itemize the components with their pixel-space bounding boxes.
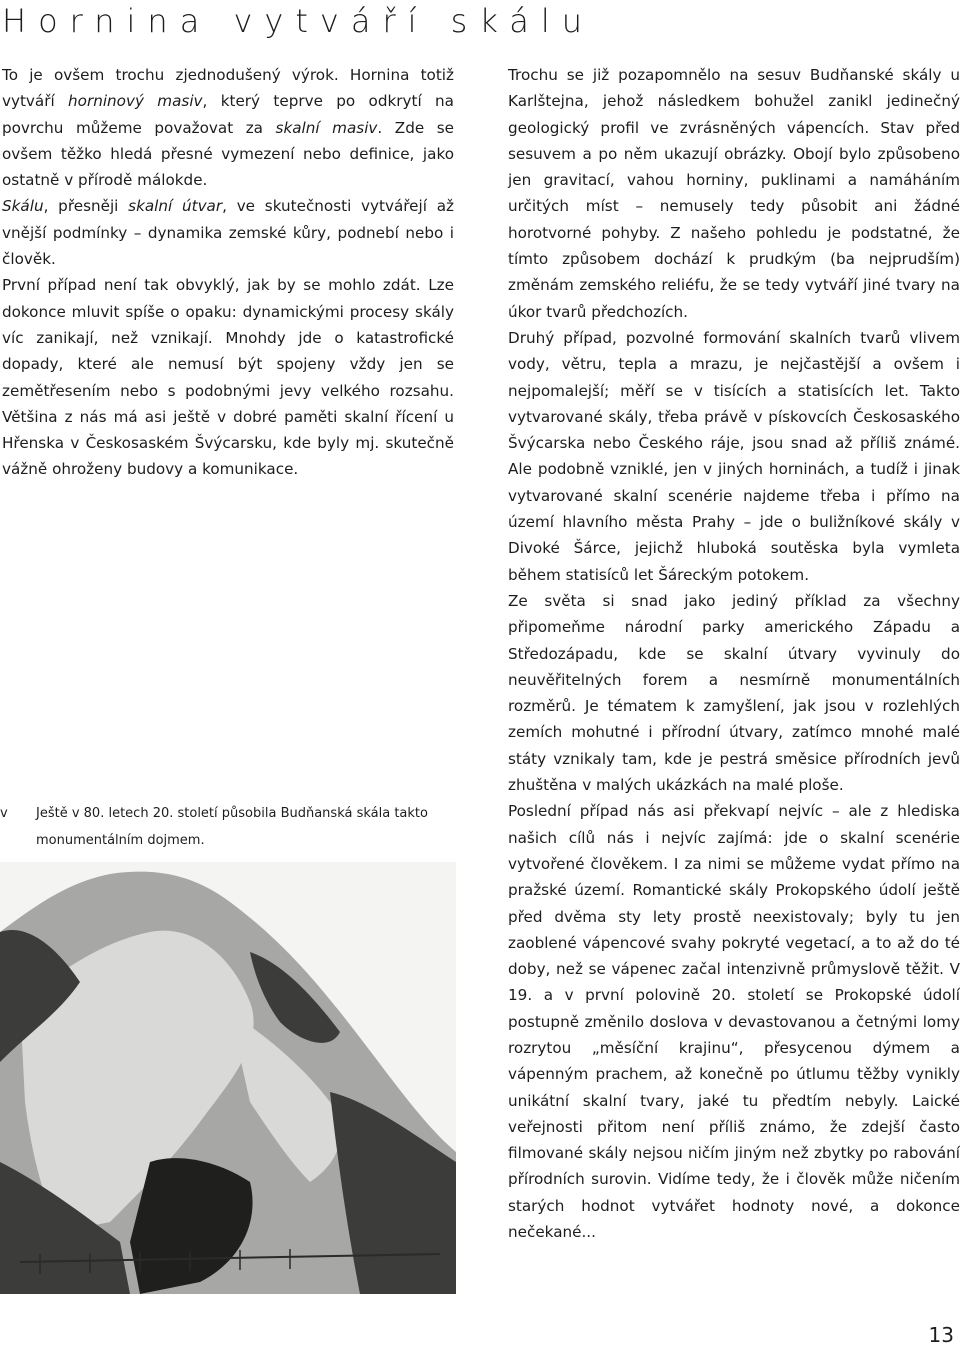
page-title: Hornina vytváří skálu — [2, 2, 595, 40]
paragraph: Ze světa si snad jako jediný příklad za všechny připomeňme národní parky amerického Západu a Středozápadu, kde se skalní útvary vyvinuly do neuvěřitelných forem a nesmírně monumentálních rozměrů. Je tématem k zamyšlení, jak jsou v rozlehlých zemích mohutné i přírodní útvary, zatímco mnohé malé státy vznikaly tam, kde je pestrá směsice přírodních jevů zhuštěna v malých ukázkách na malé ploše. — [508, 591, 960, 795]
text-run: , který teprve po odkrytí na povrchu můžeme považovat za — [2, 92, 454, 137]
text-run: , přesněji — [43, 197, 129, 216]
italic-term: skalní masiv — [275, 118, 378, 137]
text-run: To je ovšem trochu zjednodušený výrok. Hornina totiž vytváří — [2, 66, 454, 111]
text-run: , ve skutečnosti vytvářejí až vnější podmínky – dynamika zemské kůry, podnebí nebo i člověk. — [2, 197, 455, 269]
italic-term: skalní útvar — [128, 197, 223, 216]
right-column — [508, 62, 960, 1245]
photo-caption — [0, 800, 458, 854]
caption-text: Ještě v 80. letech 20. století působila Budňanská skála takto monumentálním dojmem. — [36, 806, 428, 848]
italic-term: Skálu — [2, 197, 44, 216]
paragraph: První případ není tak obvyklý, jak by se mohlo zdát. Lze dokonce mluvit spíše o opaku: dynamickými procesy skály víc zanikají, než vznikají. Mnohdy jde o katastrofické dopady, které ale nemusí být spojeny vždy jen se zemětřesením nebo s podobnými jevy velkého rozsahu. Většina z nás má asi ještě v dobré paměti skalní řícení u Hřenska v Českosaském Švýcarsku, kde byly mj. skutečně vážně ohroženy budovy a komunikace. — [2, 276, 454, 479]
paragraph: Trochu se již pozapomnělo na sesuv Budňanské skály u Karlštejna, jehož následkem bohužel zanikl jedinečný geologický profil ve zvrásněných vápencích. Stav před sesuvem a po něm ukazují obrázky. Obojí bylo způsobeno jen gravitací, vahou horniny, puklinami a namáháním určitých míst – nemusely tedy působit ani žádné horotvorné pohyby. Z našeho pohledu je podstatné, že tímto způsobem dochází k prudkým (ba nejprudším) změnám zemského reliéfu, že se tedy vytváří jiné tvary na úkor tvarů předchozích. — [508, 66, 960, 321]
paragraph: Poslední případ nás asi překvapí nejvíc – ale z hlediska našich cílů nás i nejvíc zajímá: jde o skalní scenérie vytvořené člověkem. I za nimi se můžeme vydat přímo na pražské území. Romantické skály Prokopského údolí ještě před dvěma sty lety prostě neexistovaly; byly tu jen zaoblené vápencové svahy pokryté vegetací, a to až do té doby, než se vápenec začal intenzivně průmyslově těžit. V 19. a v první polovině 20. století se Prokopské údolí postupně změnilo doslova v devastovanou a četnými lomy rozrytou „měsíční krajinu“, přesycenou dýmem a vápenným prachem, až konečně po útlumu těžby vynikly unikátní skalní tvary, jaké tu předtím nebyly. Laické veřejnosti přitom není příliš známo, že zdejší často filmované skály nejsou ničím jiným než zbytky po rabování přírodních surovin. Vidíme tedy, že i člověk může ničením starých hodnot vytvářet hodnoty nové, a dokonce nečekané... — [508, 802, 960, 1242]
rock-outcrop-photo — [0, 862, 456, 1294]
paragraph: Druhý případ, pozvolné formování skalních tvarů vlivem vody, větru, tepla a mrazu, je nejčastější a ovšem i nejpomalejší; měří se v tisících a statisících let. Takto vytvarované skály, třeba právě v pískovcích Českosaského Švýcarska nebo Českého ráje, jsou snad až příliš známé. Ale podobně vzniklé, jen v jiných horninách, a tudíž i jinak vytvarované skalní scenérie najdeme třeba i přímo na území hlavního města Prahy – jde o buližníkové skály v Divoké Šárce, jejichž hluboká soutěska byla vymleta během statisíců let Šáreckým potokem. — [508, 328, 960, 584]
page-number: 13 — [928, 1323, 954, 1347]
text-run: . Zde se ovšem těžko hledá přesné vymezení nebo definice, jako ostatně v přírodě málokde. — [2, 118, 454, 190]
italic-term: horninový masiv — [68, 92, 203, 111]
left-column — [2, 62, 454, 483]
caption-marker: v — [0, 806, 8, 821]
paragraph — [2, 193, 454, 272]
paragraph — [2, 62, 454, 193]
